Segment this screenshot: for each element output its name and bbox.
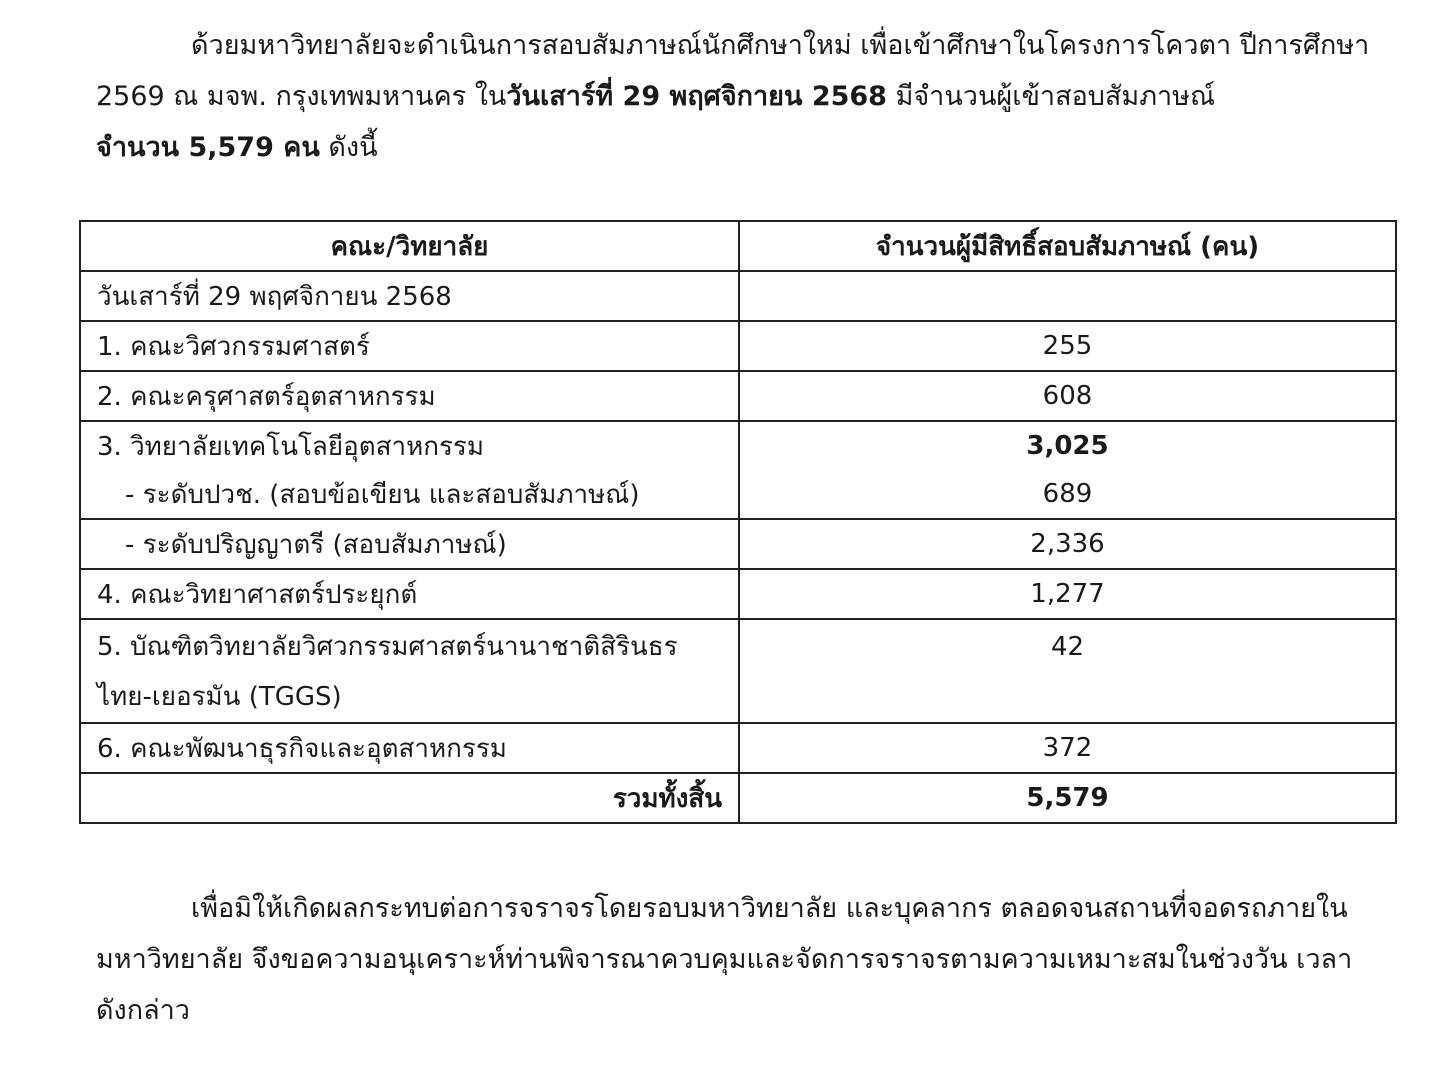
faculty-label [80,619,739,723]
total-value: 5,579 [739,773,1396,823]
table-row [80,569,1396,619]
intro-line-2-end: มีจำนวนผู้เข้าสอบสัมภาษณ์ [886,81,1216,112]
sublevel-label: - ระดับปริญญาตรี (สอบสัมภาษณ์) [80,519,739,569]
table-row [80,421,1396,470]
faculty-count: 3,025 [739,421,1396,470]
table-subrow [80,519,1396,569]
total-label: รวมทั้งสิ้น [80,773,739,823]
intro-date-bold: วันเสาร์ที่ 29 พฤศจิกายน 2568 [506,81,887,112]
closing-paragraph [96,883,1366,1036]
faculty-count: 1,277 [739,569,1396,619]
intro-paragraph [96,20,1386,173]
table-subrow [80,470,1396,519]
faculty-count: 255 [739,321,1396,371]
applicants-table [79,220,1397,824]
faculty-label-line-1: 5. บัณฑิตวิทยาลัยวิศวกรรมศาสตร์นานาชาติสิรินธร [97,632,678,662]
faculty-label: 1. คณะวิศวกรรมศาสตร์ [80,321,739,371]
header-faculty: คณะ/วิทยาลัย [80,221,739,271]
sublevel-count: 689 [739,470,1396,519]
faculty-label: 3. วิทยาลัยเทคโนโลยีอุตสาหกรรม [80,421,739,470]
intro-line-1: ด้วยมหาวิทยาลัยจะดำเนินการสอบสัมภาษณ์นักศึกษาใหม่ เพื่อเข้าศึกษาในโครงการโควตา ปีการศึกษา [191,30,1370,61]
date-row [80,271,1396,321]
table-row [80,321,1396,371]
header-count: จำนวนผู้มีสิทธิ์สอบสัมภาษณ์ (คน) [739,221,1396,271]
faculty-label: 6. คณะพัฒนาธุรกิจและอุตสาหกรรม [80,723,739,773]
sublevel-count: 2,336 [739,519,1396,569]
intro-line-3-end: ดังนี้ [319,132,378,163]
faculty-label: 4. คณะวิทยาศาสตร์ประยุกต์ [80,569,739,619]
faculty-count: 372 [739,723,1396,773]
intro-line-3 [96,122,1386,173]
closing-line-2: มหาวิทยาลัย จึงขอความอนุเคราะห์ท่านพิจารณาควบคุมและจัดการจราจรตามความเหมาะสมในช่วงวัน เวลา [96,944,1353,975]
table-row [80,619,1396,723]
faculty-label: 2. คณะครุศาสตร์อุตสาหกรรม [80,371,739,421]
total-row [80,773,1396,823]
closing-line-1: เพื่อมิให้เกิดผลกระทบต่อการจราจรโดยรอบมหาวิทยาลัย และบุคลากร ตลอดจนสถานที่จอดรถภายใน [191,893,1348,924]
sublevel-label: - ระดับปวช. (สอบข้อเขียน และสอบสัมภาษณ์) [80,470,739,519]
table-row [80,723,1396,773]
closing-line-3: ดังกล่าว [96,995,190,1026]
intro-line-2 [96,71,1386,122]
table-row [80,371,1396,421]
table-header-row [80,221,1396,271]
intro-total-bold: จำนวน 5,579 คน [96,132,320,163]
faculty-label-line-2: ไทย-เยอรมัน (TGGS) [97,682,342,712]
faculty-count: 42 [739,619,1396,723]
intro-line-2-start: 2569 ณ มจพ. กรุงเทพมหานคร ใน [96,81,507,112]
date-row-label: วันเสาร์ที่ 29 พฤศจิกายน 2568 [80,271,739,321]
faculty-count: 608 [739,371,1396,421]
date-row-empty [739,271,1396,321]
